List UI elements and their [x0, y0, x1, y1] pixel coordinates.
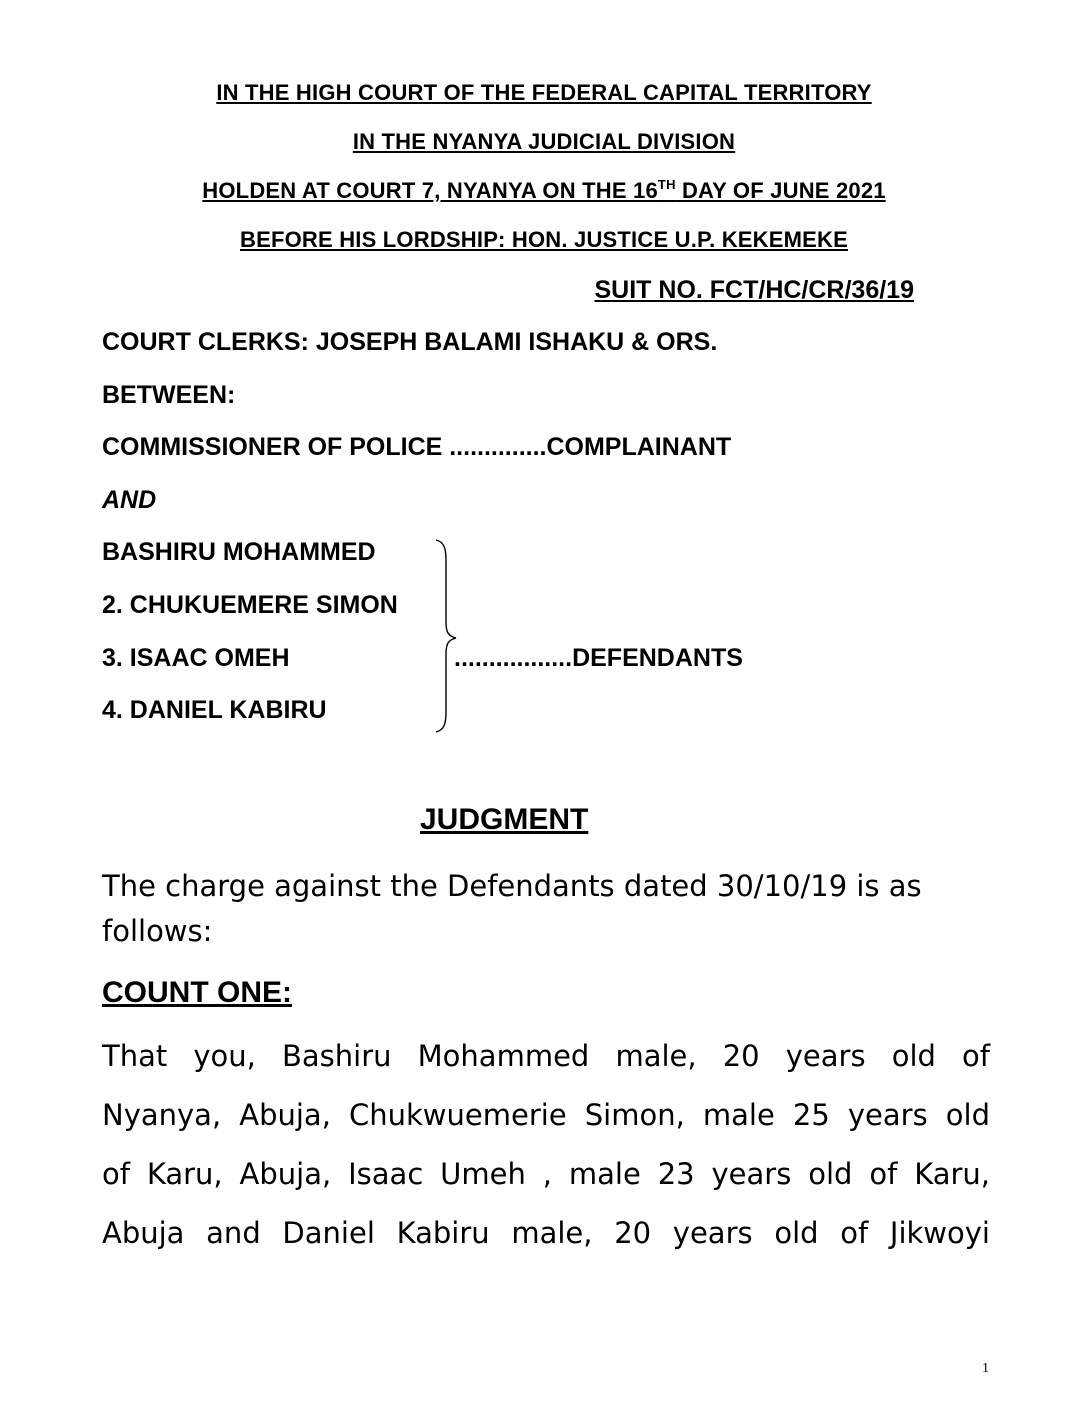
count-one-heading: COUNT ONE: — [102, 976, 292, 1009]
count-line-3: of Karu, Abuja, Isaac Umeh , male 23 years old of Karu, — [102, 1157, 990, 1191]
between-label: BETWEEN: — [102, 381, 236, 409]
defendant-2: 2. CHUKUEMERE SIMON — [102, 591, 398, 619]
holden-prefix: HOLDEN AT COURT 7, NYANYA ON THE 16 — [202, 178, 658, 203]
court-heading: IN THE HIGH COURT OF THE FEDERAL CAPITAL TERRITORY — [216, 80, 872, 105]
count-line-1: That you, Bashiru Mohammed male, 20 years old of — [102, 1039, 990, 1073]
page-number: 1 — [982, 1361, 989, 1376]
and-label: AND — [102, 486, 157, 514]
division-heading: IN THE NYANYA JUDICIAL DIVISION — [352, 129, 736, 154]
holden-superscript: TH — [657, 177, 676, 192]
suit-number: SUIT NO. FCT/HC/CR/36/19 — [594, 276, 914, 304]
complainant-line: COMMISSIONER OF POLICE ..............COMPLAINANT — [102, 433, 732, 461]
defendant-1: BASHIRU MOHAMMED — [102, 538, 376, 566]
defendant-3: 3. ISAAC OMEH — [102, 644, 290, 672]
defendants-label: .................DEFENDANTS — [454, 644, 743, 672]
before-heading: BEFORE HIS LORDSHIP: HON. JUSTICE U.P. KEKEMEKE — [240, 227, 848, 252]
curly-brace-icon — [428, 536, 464, 736]
count-line-2: Nyanya, Abuja, Chukwuemerie Simon, male 25 years old — [102, 1098, 990, 1132]
defendant-4: 4. DANIEL KABIRU — [102, 696, 327, 724]
holden-suffix: DAY OF JUNE 2021 — [675, 178, 886, 203]
count-line-4: Abuja and Daniel Kabiru male, 20 years old of Jikwoyi — [102, 1216, 990, 1250]
judgment-title: JUDGMENT — [420, 803, 589, 836]
court-clerks: COURT CLERKS: JOSEPH BALAMI ISHAKU & ORS. — [102, 328, 718, 356]
intro-paragraph: The charge against the Defendants dated 30/10/19 is as follows: — [102, 869, 922, 948]
holden-heading — [0, 178, 1088, 204]
